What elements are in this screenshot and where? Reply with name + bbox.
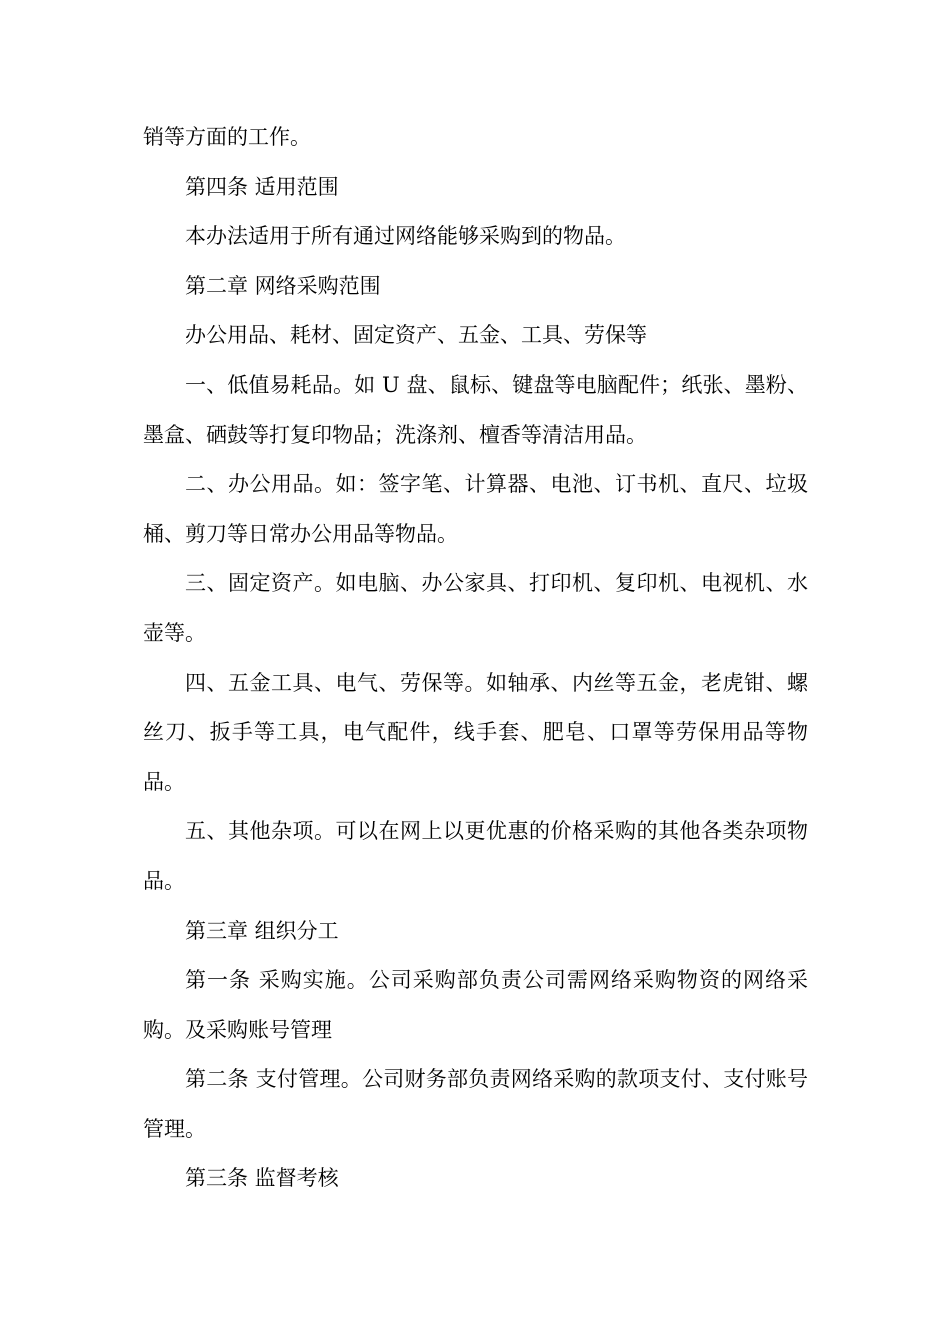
article-2-payment: 第二条 支付管理。公司财务部负责网络采购的款项支付、支付账号管理。 [143, 1067, 808, 1141]
item-4-hardware: 四、五金工具、电气、劳保等。如轴承、内丝等五金，老虎钳、螺丝刀、扳手等工具，电气配件，线手套、肥皂、口罩等劳保用品等物品。 [143, 670, 808, 794]
article-1-procurement: 第一条 采购实施。公司采购部负责公司需网络采购物资的网络采购。及采购账号管理 [143, 968, 808, 1042]
item-1-consumables: 一、低值易耗品。如 U 盘、鼠标、键盘等电脑配件；纸张、墨粉、墨盒、硒鼓等打复印物品；洗涤剂、檀香等清洁用品。 [143, 372, 808, 447]
item-2-office-supplies: 二、办公用品。如：签字笔、计算器、电池、订书机、直尺、垃圾桶、剪刀等日常办公用品等物品。 [143, 472, 808, 546]
category-summary: 办公用品、耗材、固定资产、五金、工具、劳保等 [185, 323, 647, 348]
document-body [143, 113, 808, 1204]
item-3-fixed-assets: 三、固定资产。如电脑、办公家具、打印机、复印机、电视机、水壶等。 [143, 571, 808, 645]
chapter-2-heading: 第二章 网络采购范围 [185, 273, 381, 298]
scope-paragraph: 本办法适用于所有通过网络能够采购到的物品。 [185, 224, 626, 249]
paragraph-continuation: 销等方面的工作。 [143, 125, 311, 149]
article-4-heading: 第四条 适用范围 [185, 174, 339, 199]
chapter-3-heading: 第三章 组织分工 [185, 918, 339, 943]
article-3-supervision: 第三条 监督考核 [185, 1166, 339, 1191]
item-5-miscellaneous: 五、其他杂项。可以在网上以更优惠的价格采购的其他各类杂项物品。 [143, 819, 808, 893]
